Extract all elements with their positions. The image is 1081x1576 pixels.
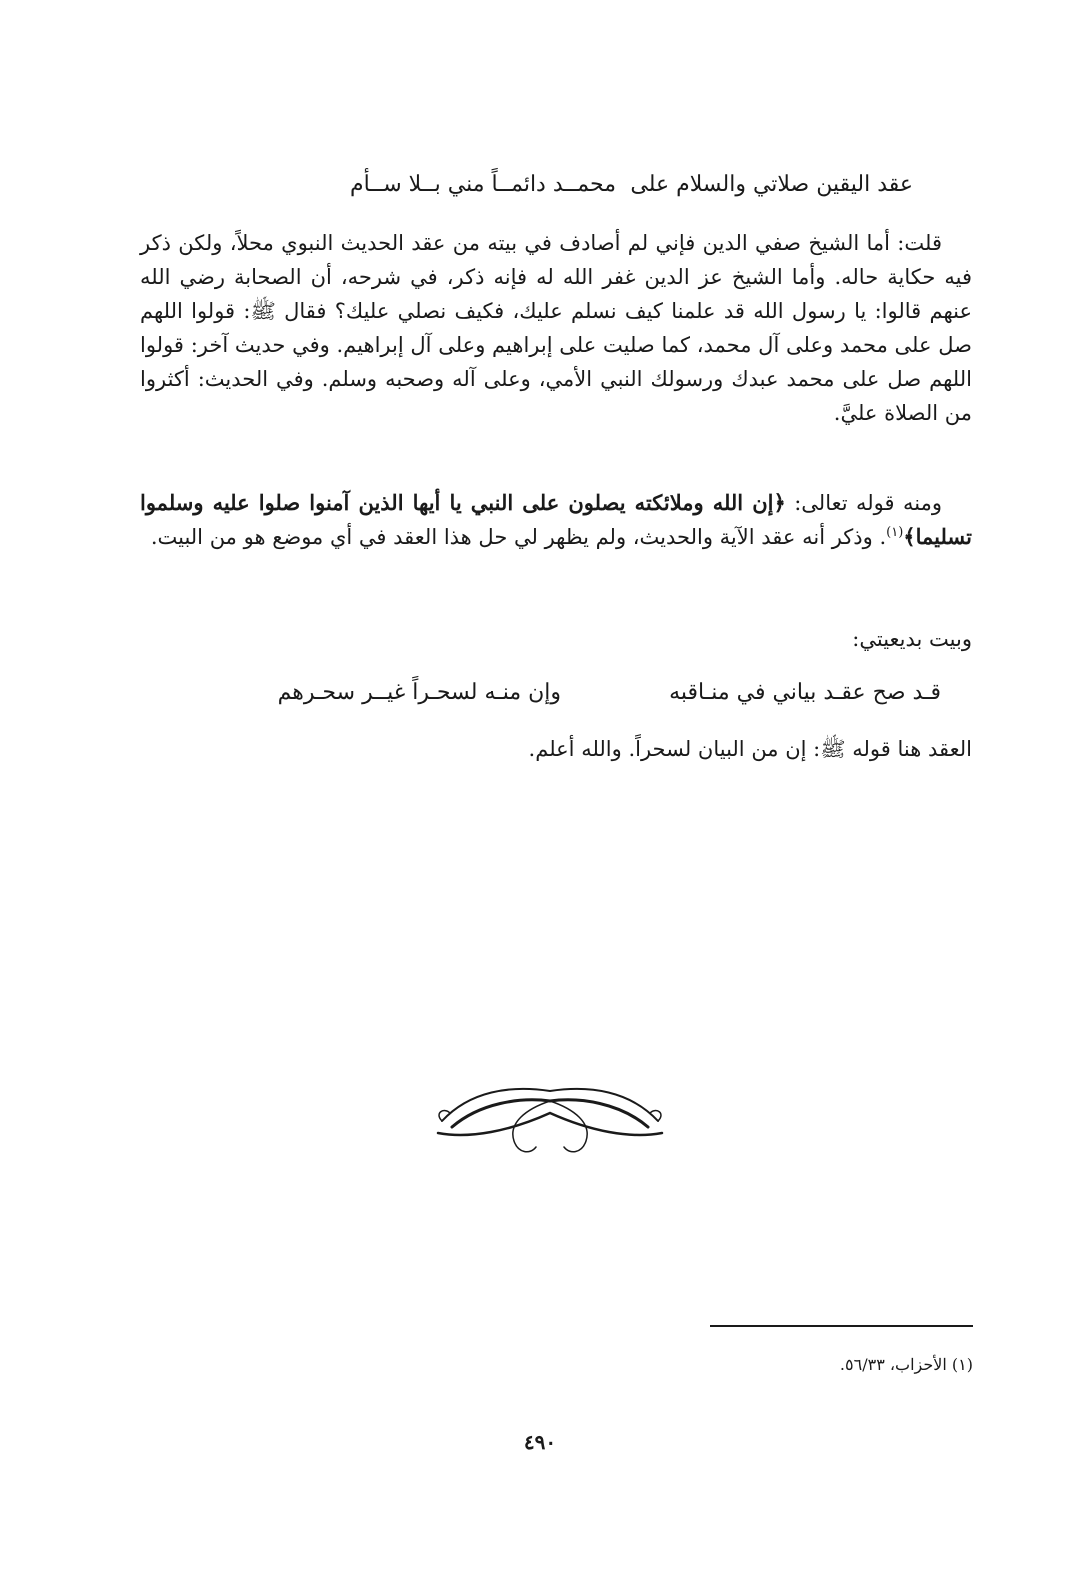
footnote-marker: (١)	[886, 525, 904, 540]
quran-quote: ﴿إن الله وملائكته يصلون على النبي يا أيها الذين آمنوا صلوا عليه وسلموا تسليما﴾	[140, 490, 972, 549]
paragraph-3-text: العقد هنا قوله ﷺ: إن من البيان لسحراً. والله أعلم.	[528, 737, 972, 761]
footnote	[840, 1355, 973, 1374]
decorative-ornament-icon	[430, 1083, 670, 1163]
verse-2-second-hemistich: وإن منـه لسحـراً غيــر سحـرهم	[277, 680, 561, 705]
verse-line-1	[0, 172, 1081, 206]
page-number: ٤٩٠	[523, 1430, 557, 1454]
paragraph-2-intro: ومنه قوله تعالى:	[785, 491, 942, 515]
footnote-text: (١) الأحزاب، ٥٦/٣٣.	[839, 1355, 973, 1374]
verse-line-2	[0, 680, 1081, 714]
paragraph-2-rest: . وذكر أنه عقد الآية والحديث، ولم يظهر لي حل هذا العقد في أي موضع هو من البيت.	[150, 525, 887, 549]
verse-1-second-hemistich: محمــد دائمــاً مني بــلا ســأم	[349, 172, 616, 197]
verse-1-first-hemistich: عقد اليقين صلاتي والسلام على	[630, 172, 913, 197]
verse-label	[140, 622, 972, 656]
verse-label-text: وبيت بديعيتي:	[852, 627, 972, 651]
footnote-separator	[710, 1325, 973, 1327]
paragraph-3	[140, 732, 972, 766]
paragraph-2	[140, 486, 972, 554]
verse-2-first-hemistich: قـد صح عقـد بياني في منـاقبه	[669, 680, 941, 705]
paragraph-1-text: قلت: أما الشيخ صفي الدين فإني لم أصادف في بيته من عقد الحديث النبوي محلاً، ولكن ذكر فيه حكاية حاله. وأما الشيخ عز الدين غفر الله له فإنه ذكر، في شرحه، أن الصحابة رضي الله عنهم قالوا: يا رسول الله قد علمنا كيف نسلم عليك، فكيف نصلي عليك؟ فقال ﷺ: قولوا اللهم صل على محمد وعلى آل محمد، كما صليت على إبراهيم وعلى آل إبراهيم. وفي حديث آخر: قولوا اللهم صل على محمد عبدك ورسولك النبي الأمي، وعلى آله وصحبه وسلم. وفي الحديث: أكثروا من الصلاة عليَّ.	[140, 231, 972, 425]
paragraph-1	[140, 226, 972, 430]
